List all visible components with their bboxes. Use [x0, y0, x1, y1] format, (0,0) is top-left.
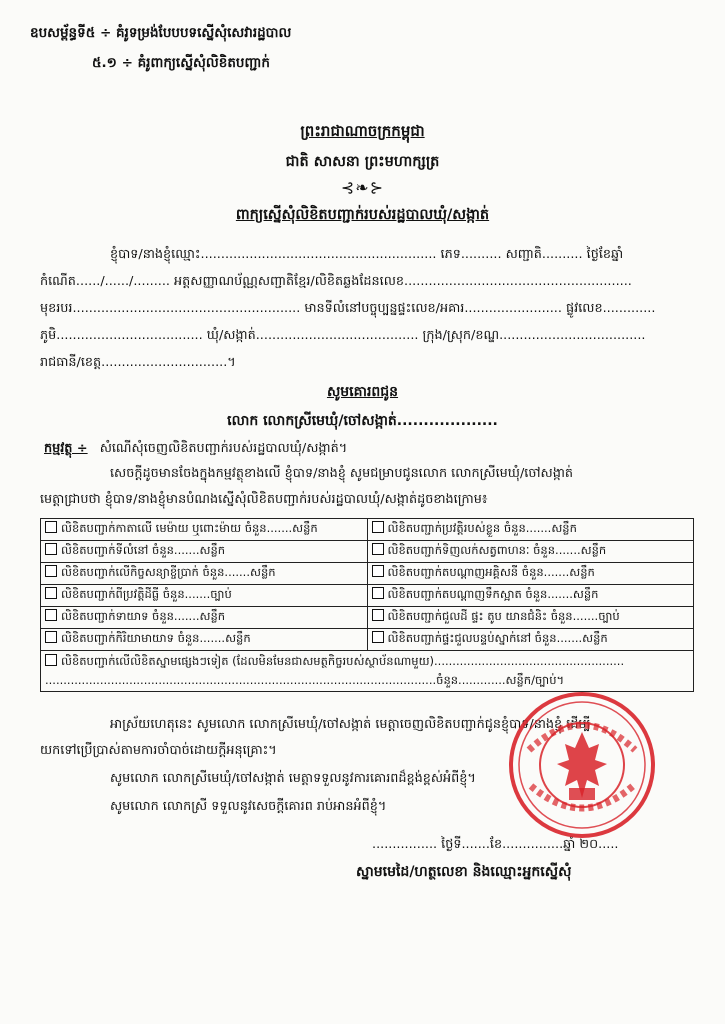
- option-cell[interactable]: លិខិតបញ្ជាក់ទាយាទ ចំនួន.......សន្លឹក: [41, 607, 368, 629]
- subject-text: សំណើសុំចេញលិខិតបញ្ជាក់របស់រដ្ឋបាលឃុំ/សង្កាត់។: [99, 441, 348, 456]
- kingdom-title: ព្រះរាជាណាចក្រកម្ពុជា: [300, 122, 425, 140]
- option-cell[interactable]: លិខិតបញ្ជាក់កាតាលើ មេម៉ាយ ឬពោះម៉ាយ ចំនួន.......សន្លឹក: [41, 519, 368, 541]
- option-cell[interactable]: លិខិតបញ្ជាក់ផ្ទះជួលបន្ទប់ស្នាក់នៅ ចំនួន.......សន្លឹក: [367, 629, 694, 651]
- recipient-line: លោក លោកស្រីមេឃុំ/ចៅសង្កាត់...................: [227, 413, 498, 429]
- national-motto: ជាតិ សាសនា ព្រះមហាក្សត្រ: [285, 154, 440, 170]
- checkbox[interactable]: [372, 521, 384, 533]
- subsection-heading: ៥.១ ÷ គំរូពាក្យស្នើសុំលិខិតបញ្ជាក់: [92, 55, 270, 71]
- closing-line-3: សូមលោក លោកស្រីមេឃុំ/ចៅសង្កាត់ មេត្តាទទួលនូវការគោរពដ៏ខ្ពង់ខ្ពស់អំពីខ្ញុំ។: [110, 771, 476, 786]
- applicant-line-2: កំណើត....../....../......... អត្តសញ្ញាណប័ណ្ណសញ្ជាតិខ្មែរ/លិខិតឆ្លងដែនលេខ........................................................: [40, 274, 632, 289]
- applicant-line-1: ខ្ញុំបាទ/នាងខ្ញុំឈ្មោះ.......................................................... ភេទ.......... សញ្ជាតិ.......... ថ្ងៃខែឆ្នាំ: [110, 247, 624, 262]
- options-row: [41, 541, 694, 563]
- form-title: ពាក្យស្នើសុំលិខិតបញ្ជាក់របស់រដ្ឋបាលឃុំ/សង្កាត់: [235, 207, 490, 223]
- checkbox[interactable]: [45, 609, 57, 621]
- option-cell[interactable]: លិខិតបញ្ជាក់ប្រវត្តិរបស់ខ្លួន ចំនួន.......សន្លឹក: [367, 519, 694, 541]
- closing-line-1: អាស្រ័យហេតុនេះ សូមលោក លោកស្រីមេឃុំ/ចៅសង្កាត់ មេត្តាចេញលិខិតបញ្ជាក់ជូនខ្ញុំបាទ/នាងខ្ញុំ ដើម្បី: [110, 717, 591, 732]
- checkbox[interactable]: [372, 565, 384, 577]
- ornament-divider: ⊰❧⊱: [340, 178, 385, 197]
- subject-row: [44, 440, 347, 459]
- other-option-label: លិខិតបញ្ជាក់លើលិខិតស្នាមផ្សេងៗទៀត (ដែលមិនមែនជាសមត្ថកិច្ចរបស់ស្ថាប័នណាមួយ)....................................................: [61, 654, 625, 668]
- applicant-line-4: ភូមិ.................................... ឃុំ/សង្កាត់........................................ ក្រុង/ស្រុក/ខណ្ឌ....................................: [40, 328, 646, 343]
- respect-heading: សូមគោរពជូន: [326, 384, 399, 400]
- checkbox[interactable]: [45, 654, 57, 666]
- option-cell[interactable]: លិខិតបញ្ជាក់ជួលដី ផ្ទះ តូប យានជំនិះ ចំនួន.......ច្បាប់: [367, 607, 694, 629]
- option-cell[interactable]: លិខិតបញ្ជាក់ទីលំនៅ ចំនួន.......សន្លឹក: [41, 541, 368, 563]
- options-row: [41, 585, 694, 607]
- checkbox[interactable]: [45, 631, 57, 643]
- option-cell[interactable]: លិខិតបញ្ជាក់តបណ្តាញអគ្គិសនី ចំនួន.......សន្លឹក: [367, 563, 694, 585]
- closing-line-4: សូមលោក លោកស្រី ទទួលនូវសេចក្តីគោរព រាប់អានអំពីខ្ញុំ។: [110, 799, 387, 814]
- date-line: ................ ថ្ងៃទី.......ខែ...............ឆ្នាំ ២០.....: [372, 837, 619, 852]
- body-line-2: មេត្តាជ្រាបថា ខ្ញុំបាទ/នាងខ្ញុំមានបំណងស្នើសុំលិខិតបញ្ជាក់របស់រដ្ឋបាលឃុំ/សង្កាត់ដូចខាងក្រោម៖: [40, 492, 488, 507]
- official-seal-icon: [507, 690, 657, 840]
- options-row: [41, 629, 694, 651]
- option-cell[interactable]: លិខិតបញ្ជាក់ពីប្រវត្តិដីធ្លី ចំនួន.......ច្បាប់: [41, 585, 368, 607]
- checkbox[interactable]: [372, 587, 384, 599]
- other-option-line2: ...........................................................................................................ចំនួន.............សន្លឹក/ច្បាប់។: [45, 673, 565, 687]
- option-cell-other[interactable]: [41, 651, 694, 692]
- checkbox[interactable]: [372, 543, 384, 555]
- options-row: [41, 519, 694, 541]
- applicant-line-3: មុខរបរ........................................................ មានទីលំនៅបច្ចុប្បន្នផ្ទះលេខ/អគារ........................ ផ្លូវលេខ.............: [40, 301, 656, 316]
- options-row: [41, 607, 694, 629]
- closing-line-2: យកទៅប្រើប្រាស់តាមការចាំបាច់ដោយក្តីអនុគ្រោះ។: [40, 743, 277, 758]
- checkbox[interactable]: [45, 565, 57, 577]
- option-cell[interactable]: លិខិតបញ្ជាក់លើកិច្ចសន្យាខ្ចីប្រាក់ ចំនួន.......សន្លឹក: [41, 563, 368, 585]
- option-cell[interactable]: លិខិតបញ្ជាក់កិរិយាមាយាទ ចំនួន.......សន្លឹក: [41, 629, 368, 651]
- checkbox[interactable]: [45, 543, 57, 555]
- checkbox[interactable]: [372, 631, 384, 643]
- applicant-line-5: រាជធានី/ខេត្ត...............................។: [40, 355, 236, 370]
- option-cell[interactable]: លិខិតបញ្ជាក់ទិញលក់សត្វពាហនៈ ចំនួន.......សន្លឹក: [367, 541, 694, 563]
- options-row: [41, 563, 694, 585]
- body-line-1: សេចក្តីដូចមានចែងក្នុងកម្មវត្ថុខាងលើ ខ្ញុំបាទ/នាងខ្ញុំ សូមជម្រាបជូនលោក លោកស្រីមេឃុំ/ចៅសង្កាត់: [110, 466, 574, 481]
- options-row-other: [41, 651, 694, 692]
- annex-heading: ឧបសម្ព័ន្ធទី៥ ÷ គំរូទម្រង់បែបបទស្នើសុំសេវារដ្ឋបាល: [30, 25, 292, 41]
- signature-label: ស្នាមមេដៃ/ហត្ថលេខា និងឈ្មោះអ្នកស្នើសុំ: [356, 864, 572, 880]
- subject-label: កម្មវត្ថុ ÷: [44, 441, 88, 456]
- checkbox[interactable]: [45, 521, 57, 533]
- option-cell[interactable]: លិខិតបញ្ជាក់តបណ្តាញទឹកស្អាត ចំនួន.......សន្លឹក: [367, 585, 694, 607]
- checkbox[interactable]: [45, 587, 57, 599]
- options-table: [40, 518, 694, 692]
- checkbox[interactable]: [372, 609, 384, 621]
